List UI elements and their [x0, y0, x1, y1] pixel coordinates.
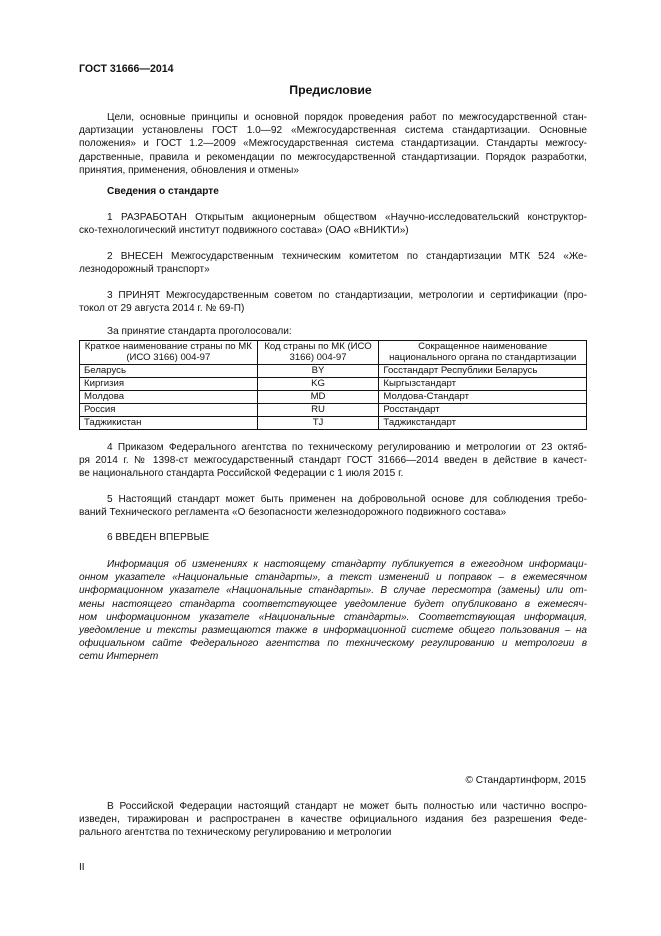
item-6-text: 6 ВВЕДЕН ВПЕРВЫЕ [107, 532, 210, 543]
text-line: токол от 29 августа 2014 г. № 69-П) [79, 303, 245, 315]
text-line: онном указателе «Национальные стандарты», а текст изменений и поправок – в ежемесячном [79, 572, 587, 584]
text-line: ном информационном указателе «Национальные стандарты». Соответствующая информация, [79, 611, 587, 623]
text-line: 4 Приказом Федерального агентства по техническому регулированию и метрологии от 23 октяб- [107, 442, 587, 453]
item-3-paragraph [79, 289, 587, 315]
table-row [80, 404, 587, 417]
section-heading: Сведения о стандарте [107, 186, 219, 197]
text-line: изведен, тиражирован и распространен в качестве официального издания без разрешения Феде- [79, 814, 587, 826]
text-line: официальном сайте Федерального агентства по техническому регулированию и метрологии в [79, 638, 587, 650]
page-title: Предисловие [289, 83, 372, 97]
text-line: В Российской Федерации настоящий стандарт не может быть полностью или частично воспро- [107, 801, 587, 812]
text-line: дартизации установлены ГОСТ 1.0—92 «Межгосударственная система стандартизации. Основные [79, 125, 587, 137]
text-line: 1 РАЗРАБОТАН Открытым акционерным обществом «Научно-исследовательский конструктор- [107, 212, 587, 223]
table-cell: Таджикстандарт [379, 417, 587, 430]
text-line: Цели, основные принципы и основной порядок проведения работ по межгосударственной стан- [107, 112, 587, 123]
table-caption: За принятие стандарта проголосовали: [107, 326, 292, 337]
table-cell: KG [257, 378, 379, 391]
column-header: Сокращенное наименование национального органа по стандартизации [379, 341, 587, 365]
item-5-paragraph [79, 493, 587, 519]
column-header: Код страны по МК (ИСО 3166) 004-97 [257, 341, 379, 365]
item-2-paragraph [79, 250, 587, 276]
text-line: рального агентства по техническому регулированию и метрологии [79, 827, 392, 839]
item-4-paragraph [79, 441, 587, 481]
text-line: ря 2014 г. № 1398-ст межгосударственный стандарт ГОСТ 31666—2014 введен в действие в качест- [79, 455, 587, 467]
table-cell: Молдова-Стандарт [379, 391, 587, 404]
table-row [80, 417, 587, 430]
text-line: дарственные, правила и рекомендации по межгосударственной стандартизации. Порядок разработки, [79, 151, 587, 163]
text-line: Информация об изменениях к настоящему стандарту публикуется в ежегодном информаци- [107, 559, 587, 570]
table-row [80, 365, 587, 378]
copyright: © Стандартинформ, 2015 [465, 775, 586, 786]
intro-paragraph [79, 111, 587, 177]
text-line: 2 ВНЕСЕН Межгосударственным техническим комитетом по стандартизации МТК 524 «Же- [107, 251, 587, 262]
table-row [80, 378, 587, 391]
text-line: мены настоящего стандарта соответствующее уведомление будет опубликовано в ежемесяч- [79, 598, 587, 610]
info-paragraph [79, 558, 587, 664]
table-cell: BY [257, 365, 379, 378]
text-line: ско-технологический институт подвижного состава» (ОАО «ВНИКТИ») [79, 225, 409, 237]
table-cell: MD [257, 391, 379, 404]
text-line: информационном указателе «Национальные стандарты». В случае пересмотра (замены) или от- [79, 585, 587, 597]
text-line: уведомление и тексты размещаются также в информационной системе общего пользования – на [79, 625, 587, 637]
table-cell: Беларусь [80, 365, 258, 378]
text-line: лезнодорожный транспорт» [79, 264, 210, 276]
table-cell: Киргизия [80, 378, 258, 391]
table-cell: Молдова [80, 391, 258, 404]
text-line: 3 ПРИНЯТ Межгосударственным советом по стандартизации, метрологии и сертификации (про- [107, 290, 587, 301]
text-line: сети Интернет [79, 651, 159, 663]
column-header: Краткое наименование страны по МК (ИСО 3166) 004-97 [80, 341, 258, 365]
table-cell: Таджикистан [80, 417, 258, 430]
standard-header: ГОСТ 31666—2014 [79, 63, 174, 75]
text-line: 5 Настоящий стандарт может быть применен на добровольной основе для соблюдения требо- [107, 494, 587, 505]
table-cell: Кыргызстандарт [379, 378, 587, 391]
text-line: положения» и ГОСТ 1.2—2009 «Межгосударственная система стандартизации. Стандарты межгосу- [79, 138, 587, 150]
table-cell: Росстандарт [379, 404, 587, 417]
text-line: ве национального стандарта Российской Федерации с 1 июля 2015 г. [79, 468, 404, 480]
table-header-row [80, 341, 587, 365]
rights-paragraph [79, 800, 587, 840]
page-number: II [79, 862, 85, 873]
table-cell: RU [257, 404, 379, 417]
item-1-paragraph [79, 211, 587, 237]
voting-table [79, 340, 587, 430]
table-cell: Госстандарт Республики Беларусь [379, 365, 587, 378]
table-row [80, 391, 587, 404]
text-line: принятия, применения, обновления и отмены» [79, 164, 299, 176]
table-cell: TJ [257, 417, 379, 430]
text-line: ваний Технического регламента «О безопасности железнодорожного подвижного состава» [79, 507, 507, 519]
table-cell: Россия [80, 404, 258, 417]
